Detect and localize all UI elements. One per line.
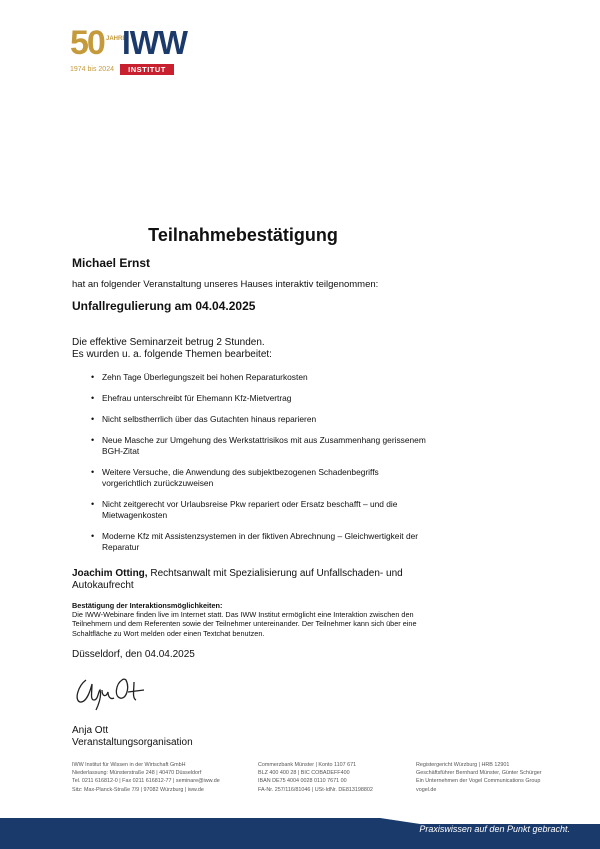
list-item: • Ehefrau unterschreibt für Ehemann Kfz-Mietvertrag	[91, 393, 292, 403]
logo-institut: INSTITUT	[120, 64, 174, 75]
bullet-icon: •	[91, 467, 95, 477]
list-item: • Neue Masche zur Umgehung des Werkstattrisikos mit aus Zusammenhang gerissenem BGH-Zitat	[91, 435, 426, 456]
referent-description: Rechtsanwalt mit Spezialisierung auf Unfallschaden- und Autokaufrecht	[72, 568, 403, 591]
logo-brand: IWW	[122, 24, 188, 61]
logo-jahre: JAHRE	[106, 36, 127, 42]
interaction-confirmation	[72, 601, 432, 638]
signer	[72, 725, 193, 749]
duration-line: Die effektive Seminarzeit betrug 2 Stunden.	[72, 337, 265, 348]
duration-block	[72, 337, 272, 361]
footer-bank: Commerzbank Münster | Konto 1107 671 BLZ 400 400 28 | BIC COBADEFF400 IBAN DE75 4004 0028 0110 7671 00 FA-Nr. 257/116/81046 | USt-IdNr. DE813198802	[258, 762, 373, 793]
participant-name: Michael Ernst	[72, 256, 151, 270]
footer-company: IWW Institut für Wissen in der Wirtschaft GmbH Niederlassung: Münsterstraße 248 | 40470 Düsseldorf Tel. 0211 616812-0 | Fax 0211 616812-77 | seminare@iww.de Sitz: Max-Planck-Straße 7/9 | 97082 Würzburg | iww.de	[72, 762, 220, 793]
footer-register: Registergericht Würzburg | HRB 12901 Geschäftsführer Bernhard Münster, Günter Schürger Ein Unternehmen der Vogel Communications Group vogel.de	[416, 762, 542, 793]
signer-name: Anja Ott	[72, 725, 109, 736]
list-item: • Nicht selbstherrlich über das Gutachten hinaus reparieren	[91, 414, 317, 424]
bullet-icon: •	[91, 393, 95, 403]
list-item: • Moderne Kfz mit Assistenzsystemen in der fiktiven Abrechnung – Gleichwertigkeit der Reparatur	[91, 531, 419, 552]
logo-50: 50	[70, 24, 104, 62]
list-item: • Nicht zeitgerecht vor Urlaubsreise Pkw repariert oder Ersatz beschafft – und die Mietwagenkosten	[91, 499, 398, 520]
bullet-icon: •	[91, 499, 95, 509]
bullet-icon: •	[91, 372, 95, 382]
confirmation-heading: Bestätigung der Interaktionsmöglichkeiten:	[72, 601, 223, 610]
signature-image	[72, 672, 152, 712]
page-title: Teilnahmebestätigung	[148, 225, 338, 245]
referent	[72, 568, 432, 592]
bullet-icon: •	[91, 531, 95, 541]
logo-years: 1974 bis 2024	[70, 66, 114, 73]
place-date: Düsseldorf, den 04.04.2025	[72, 649, 195, 660]
list-item: • Weitere Versuche, die Anwendung des subjektbezogenen Schadenbegriffs vorgerichtlich zurückzuweisen	[91, 467, 379, 488]
signer-role: Veranstaltungsorganisation	[72, 737, 193, 748]
referent-name: Joachim Otting,	[72, 568, 148, 579]
iww-logo	[70, 24, 188, 76]
list-item: • Zehn Tage Überlegungszeit bei hohen Reparaturkosten	[91, 372, 308, 382]
topics-intro-line: Es wurden u. a. folgende Themen bearbeitet:	[72, 349, 272, 360]
slogan: Praxiswissen auf den Punkt gebracht.	[419, 824, 570, 834]
topic-list	[88, 372, 428, 563]
confirmation-text: Die IWW-Webinare finden live im Internet statt. Das IWW Institut ermöglicht eine Interaktion zwischen den Teilnehmern und dem Referenten sowie der Teilnehmer untereinander. Der Teilnehmer kann sich über eine Schaltfläche zu Wort melden oder einen Textchat benutzen.	[72, 610, 417, 638]
intro-text: hat an folgender Veranstaltung unseres Hauses interaktiv teilgenommen:	[72, 279, 379, 290]
event-title: Unfallregulierung am 04.04.2025	[72, 299, 256, 313]
bullet-icon: •	[91, 414, 95, 424]
bullet-icon: •	[91, 435, 95, 445]
